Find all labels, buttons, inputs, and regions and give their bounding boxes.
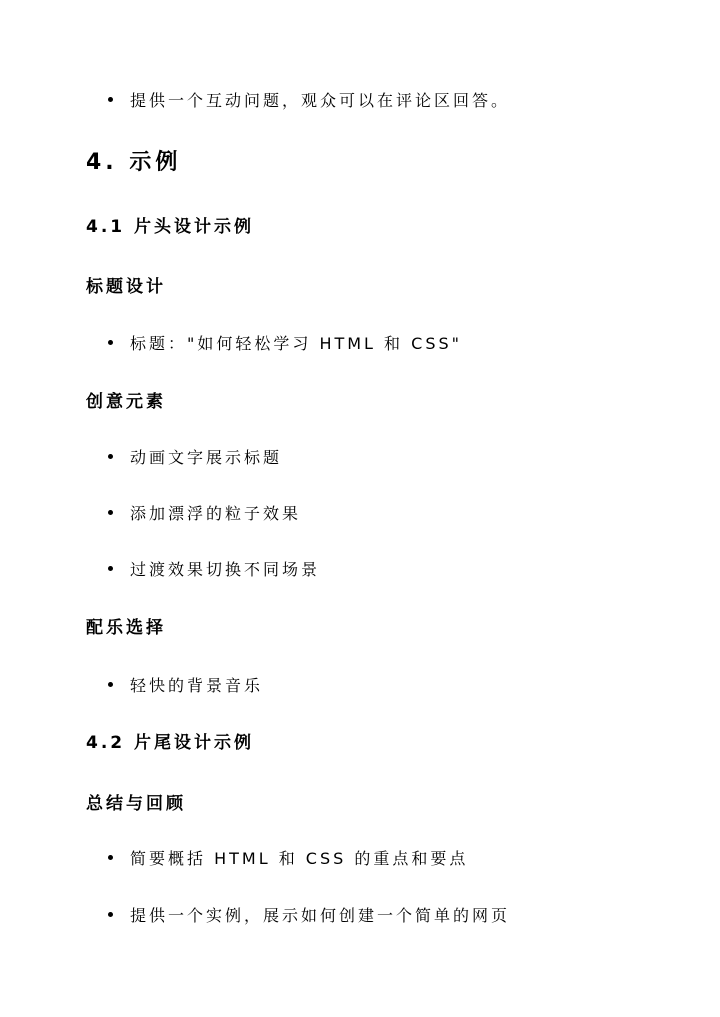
subheading: 创意元素 bbox=[86, 392, 166, 412]
subheading: 标题设计 bbox=[86, 277, 166, 297]
subsection-heading: 4.1 片头设计示例 bbox=[86, 217, 255, 237]
list-item-text: 标题："如何轻松学习 HTML 和 CSS" bbox=[130, 334, 462, 353]
list-item-text: 动画文字展示标题 bbox=[130, 448, 283, 467]
list-item-text: 添加漂浮的粒子效果 bbox=[130, 504, 302, 523]
bullet-icon bbox=[108, 97, 113, 102]
list-item bbox=[108, 501, 301, 524]
list-item-text: 提供一个互动问题，观众可以在评论区回答。 bbox=[130, 91, 511, 110]
bullet-icon bbox=[108, 340, 113, 345]
list-item bbox=[108, 673, 263, 696]
list-item bbox=[108, 331, 462, 354]
list-item bbox=[108, 903, 510, 926]
bullet-icon bbox=[108, 682, 113, 687]
section-heading: 4. 示例 bbox=[86, 150, 182, 175]
list-item-text: 提供一个实例，展示如何创建一个简单的网页 bbox=[130, 906, 511, 925]
list-item-text: 过渡效果切换不同场景 bbox=[130, 560, 321, 579]
list-item bbox=[108, 445, 282, 468]
subheading: 总结与回顾 bbox=[86, 794, 186, 814]
list-item bbox=[108, 846, 468, 869]
bullet-icon bbox=[108, 566, 113, 571]
list-item bbox=[108, 88, 510, 111]
bullet-icon bbox=[108, 510, 113, 515]
list-item-text: 轻快的背景音乐 bbox=[130, 676, 264, 695]
bullet-icon bbox=[108, 454, 113, 459]
bullet-icon bbox=[108, 912, 113, 917]
bullet-icon bbox=[108, 855, 113, 860]
subheading: 配乐选择 bbox=[86, 618, 166, 638]
subsection-heading: 4.2 片尾设计示例 bbox=[86, 733, 255, 753]
list-item bbox=[108, 557, 320, 580]
list-item-text: 简要概括 HTML 和 CSS 的重点和要点 bbox=[130, 849, 469, 868]
